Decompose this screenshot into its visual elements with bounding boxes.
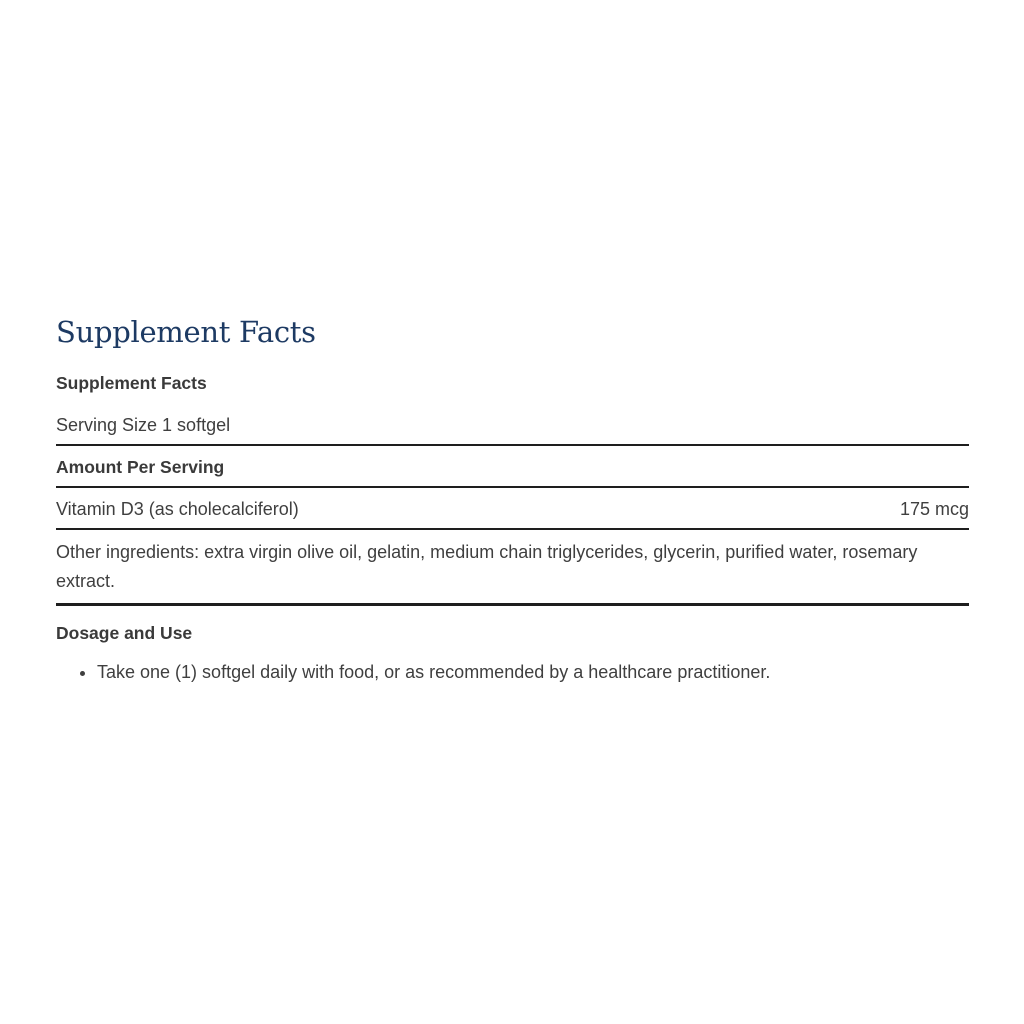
supplement-facts-panel	[56, 312, 969, 685]
nutrient-name: Vitamin D3 (as cholecalciferol)	[56, 499, 299, 519]
nutrient-amount: 175 mcg	[899, 499, 969, 519]
facts-heading: Supplement Facts	[56, 373, 207, 393]
serving-size: Serving Size 1 softgel	[56, 412, 969, 446]
dosage-list	[56, 659, 969, 685]
dosage-heading: Dosage and Use	[56, 623, 193, 643]
list-item: • Take one (1) softgel daily with food, or as recommended by a healthcare practitioner.	[97, 659, 969, 685]
page-title: Supplement Facts	[56, 315, 316, 349]
amount-per-serving-header: Amount Per Serving	[56, 446, 969, 488]
nutrient-row	[56, 488, 969, 530]
other-ingredients: Other ingredients: extra virgin olive oil, gelatin, medium chain triglycerides, glycerin, purified water, rosemary extract.	[56, 530, 969, 606]
